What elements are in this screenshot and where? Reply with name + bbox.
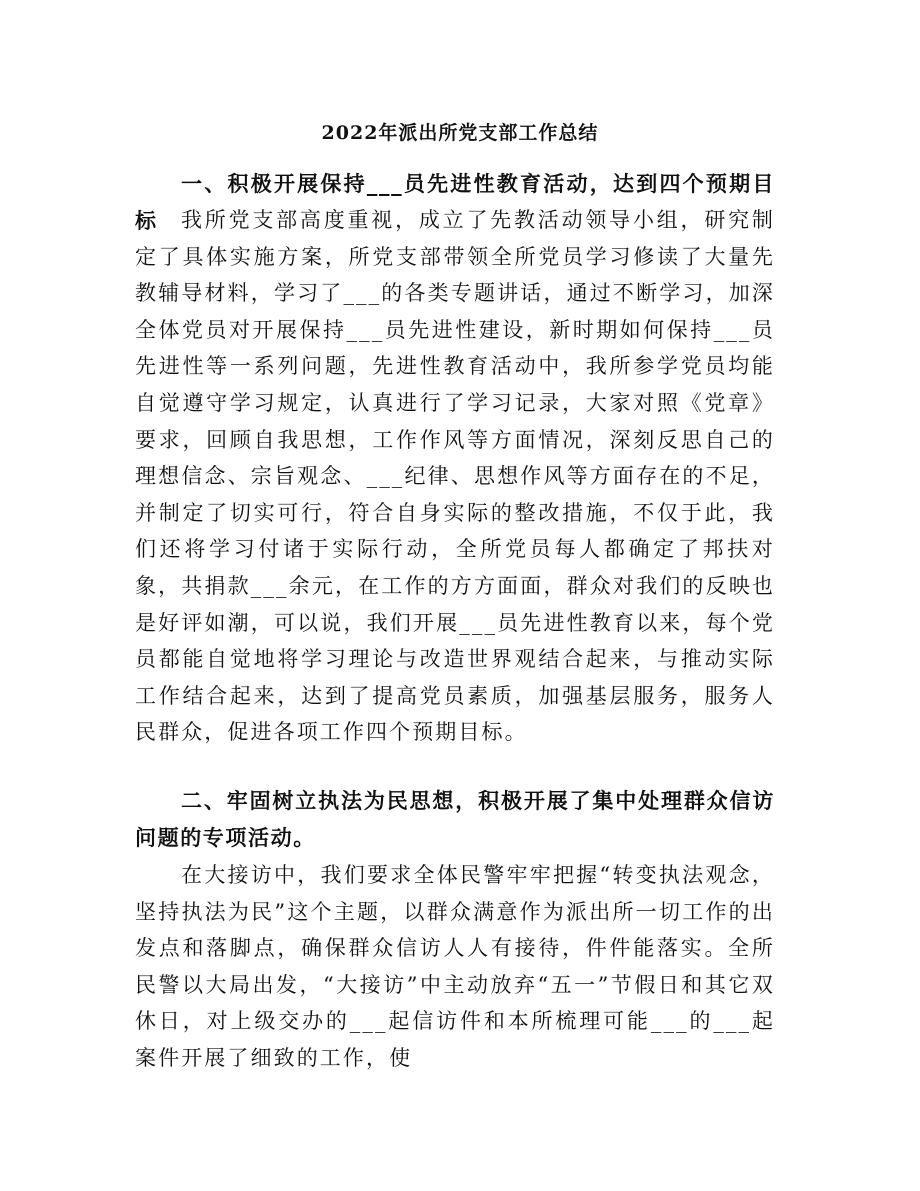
section-1-heading: 一、积极开展保持___员先进性教育活动，达到四个预期目标 <box>135 172 775 233</box>
section-2-body: 在大接访中，我们要求全体民警牢牢把握“转变执法观念，坚持执法为民”这个主题，以群众满意作为派出所一切工作的出发点和落脚点，确保群众信访人人有接待，件件能落实。全所民警以大局出发，“大接访”中主动放弃“五一”节假日和其它双休日，对上级交办的___起信访件和本所梳理可能___的___起案件开展了细致的工作，使 <box>135 863 775 1070</box>
section-2-heading: 二、牢固树立执法为民思想，积极开展了集中处理群众信访问题的专项活动。 <box>135 789 775 850</box>
section-1-body: 我所党支部高度重视，成立了先教活动领导小组，研究制定了具体实施方案，所党支部带领全所党员学习修读了大量先教辅导材料，学习了___的各类专题讲话，通过不断学习，加深全体党员对开展保持___员先进性建设，新时期如何保持___员先进性等一系列问题，先进性教育活动中，我所参学党员均能自觉遵守学习规定，认真进行了学习记录，大家对照《党章》要求，回顾自我思想，工作作风等方面情况，深刻反思自己的理想信念、宗旨观念、___纪律、思想作风等方面存在的不足，并制定了切实可行，符合自身实际的整改措施，不仅于此，我们还将学习付诸于实际行动，全所党员每人都确定了邦扶对象，共捐款___余元，在工作的方方面面，群众对我们的反映也是好评如潮，可以说，我们开展___员先进性教育以来，每个党员都能自觉地将学习理论与改造世界观结合起来，与推动实际工作结合起来，达到了提高党员素质，加强基层服务，服务人民群众，促进各项工作四个预期目标。 <box>135 208 775 745</box>
document-title: 2022年派出所党支部工作总结 <box>321 122 599 144</box>
